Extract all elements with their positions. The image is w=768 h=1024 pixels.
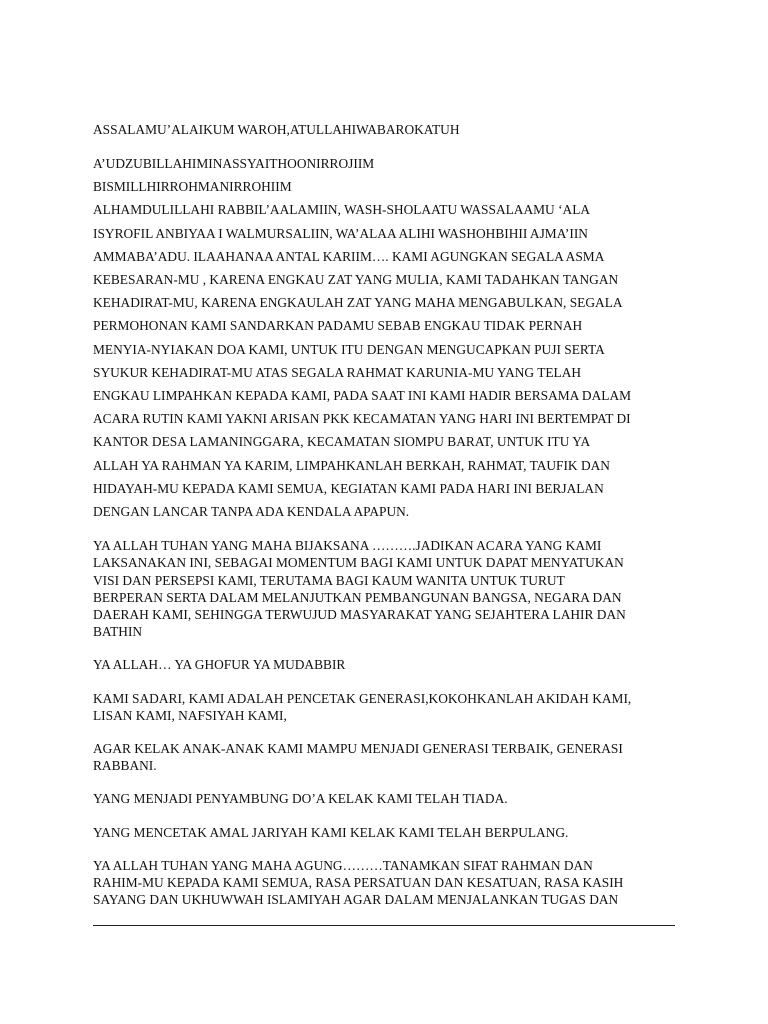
paragraph-line: SAYANG DAN UKHUWWAH ISLAMIYAH AGAR DALAM MENJALANKAN TUGAS DAN — [93, 892, 619, 908]
paragraph-line: KAMI SADARI, KAMI ADALAH PENCETAK GENERASI,KOKOHKANLAH AKIDAH KAMI, — [93, 690, 632, 706]
opening-prayer — [93, 152, 683, 523]
opening-line: ISYROFIL ANBIYAA I WALMURSALIIN, WA’ALAA ALIHI WASHOHBIHII AJMA’IIN — [93, 225, 588, 241]
paragraph-line: YA ALLAH… YA GHOFUR YA MUDABBIR — [93, 657, 346, 673]
paragraph-line: RABBANI. — [93, 758, 157, 774]
opening-line: ACARA RUTIN KAMI YAKNI ARISAN PKK KECAMATAN YANG HARI INI BERTEMPAT DI — [93, 411, 631, 427]
opening-line: ALLAH YA RAHMAN YA KARIM, LIMPAHKANLAH BERKAH, RAHMAT, TAUFIK DAN — [93, 457, 610, 473]
paragraph-line: DAERAH KAMI, SEHINGGA TERWUJUD MASYARAKAT YANG SEJAHTERA LAHIR DAN — [93, 607, 626, 623]
opening-line: A’UDZUBILLAHIMINASSYAITHOONIRROJIIM — [93, 156, 375, 171]
greeting-line: ASSALAMU’ALAIKUM WAROH,ATULLAHIWABAROKATUH — [93, 122, 460, 137]
opening-line: KEHADIRAT-MU, KARENA ENGKAULAH ZAT YANG MAHA MENGABULKAN, SEGALA — [93, 295, 623, 311]
opening-line: ALHAMDULILLAHI RABBIL’AALAMIIN, WASH-SHOLAATU WASSALAAMU ‘ALA — [93, 202, 591, 218]
opening-line: KEBESARAN-MU , KARENA ENGKAU ZAT YANG MULIA, KAMI TADAHKAN TANGAN — [93, 272, 619, 288]
paragraph-line: VISI DAN PERSEPSI KAMI, TERUTAMA BAGI KAUM WANITA UNTUK TURUT — [93, 572, 565, 588]
paragraph-line: LAKSANAKAN INI, SEBAGAI MOMENTUM BAGI KAMI UNTUK DAPAT MENYATUKAN — [93, 555, 624, 571]
paragraph-line: AGAR KELAK ANAK-ANAK KAMI MAMPU MENJADI GENERASI TERBAIK, GENERASI — [93, 741, 623, 757]
prayer-paragraph — [93, 537, 683, 640]
prayer-paragraph — [93, 790, 683, 807]
opening-line: PERMOHONAN KAMI SANDARKAN PADAMU SEBAB ENGKAU TIDAK PERNAH — [93, 318, 583, 334]
paragraph-line: LISAN KAMI, NAFSIYAH KAMI, — [93, 707, 287, 723]
opening-line: HIDAYAH-MU KEPADA KAMI SEMUA, KEGIATAN KAMI PADA HARI INI BERJALAN — [93, 480, 604, 496]
prayer-paragraph — [93, 740, 683, 774]
paragraph-line: YANG MENCETAK AMAL JARIYAH KAMI KELAK KAMI TELAH BERPULANG. — [93, 824, 569, 840]
document-body — [93, 121, 683, 909]
opening-line: SYUKUR KEHADIRAT-MU ATAS SEGALA RAHMAT KARUNIA-MU YANG TELAH — [93, 364, 582, 380]
opening-line: BISMILLHIRROHMANIRROHIIM — [93, 179, 292, 195]
prayer-paragraph — [93, 824, 683, 841]
prayer-paragraph — [93, 656, 683, 673]
paragraph-line: BATHIN — [93, 624, 143, 640]
opening-line: ENGKAU LIMPAHKAN KEPADA KAMI, PADA SAAT INI KAMI HADIR BERSAMA DALAM — [93, 388, 632, 404]
page-bottom-rule — [93, 925, 675, 926]
paragraph-line: RAHIM-MU KEPADA KAMI SEMUA, RASA PERSATUAN DAN KESATUAN, RASA KASIH — [93, 875, 624, 891]
opening-line: AMMABA’ADU. ILAAHANAA ANTAL KARIIM…. KAMI AGUNGKAN SEGALA ASMA — [93, 248, 605, 264]
prayer-paragraph — [93, 690, 683, 724]
opening-line: MENYIA-NYIAKAN DOA KAMI, UNTUK ITU DENGAN MENGUCAPKAN PUJI SERTA — [93, 341, 605, 357]
paragraph-line: YA ALLAH TUHAN YANG MAHA BIJAKSANA ……….JADIKAN ACARA YANG KAMI — [93, 538, 602, 554]
paragraph-line: YA ALLAH TUHAN YANG MAHA AGUNG………TANAMKAN SIFAT RAHMAN DAN — [93, 857, 593, 873]
opening-line: DENGAN LANCAR TANPA ADA KENDALA APAPUN. — [93, 504, 410, 520]
prayer-paragraph — [93, 857, 683, 909]
prayer-paragraphs — [93, 537, 683, 908]
opening-line: KANTOR DESA LAMANINGGARA, KECAMATAN SIOMPU BARAT, UNTUK ITU YA — [93, 434, 591, 450]
paragraph-line: YANG MENJADI PENYAMBUNG DO’A KELAK KAMI TELAH TIADA. — [93, 791, 508, 807]
paragraph-line: BERPERAN SERTA DALAM MELANJUTKAN PEMBANGUNAN BANGSA, NEGARA DAN — [93, 589, 622, 605]
